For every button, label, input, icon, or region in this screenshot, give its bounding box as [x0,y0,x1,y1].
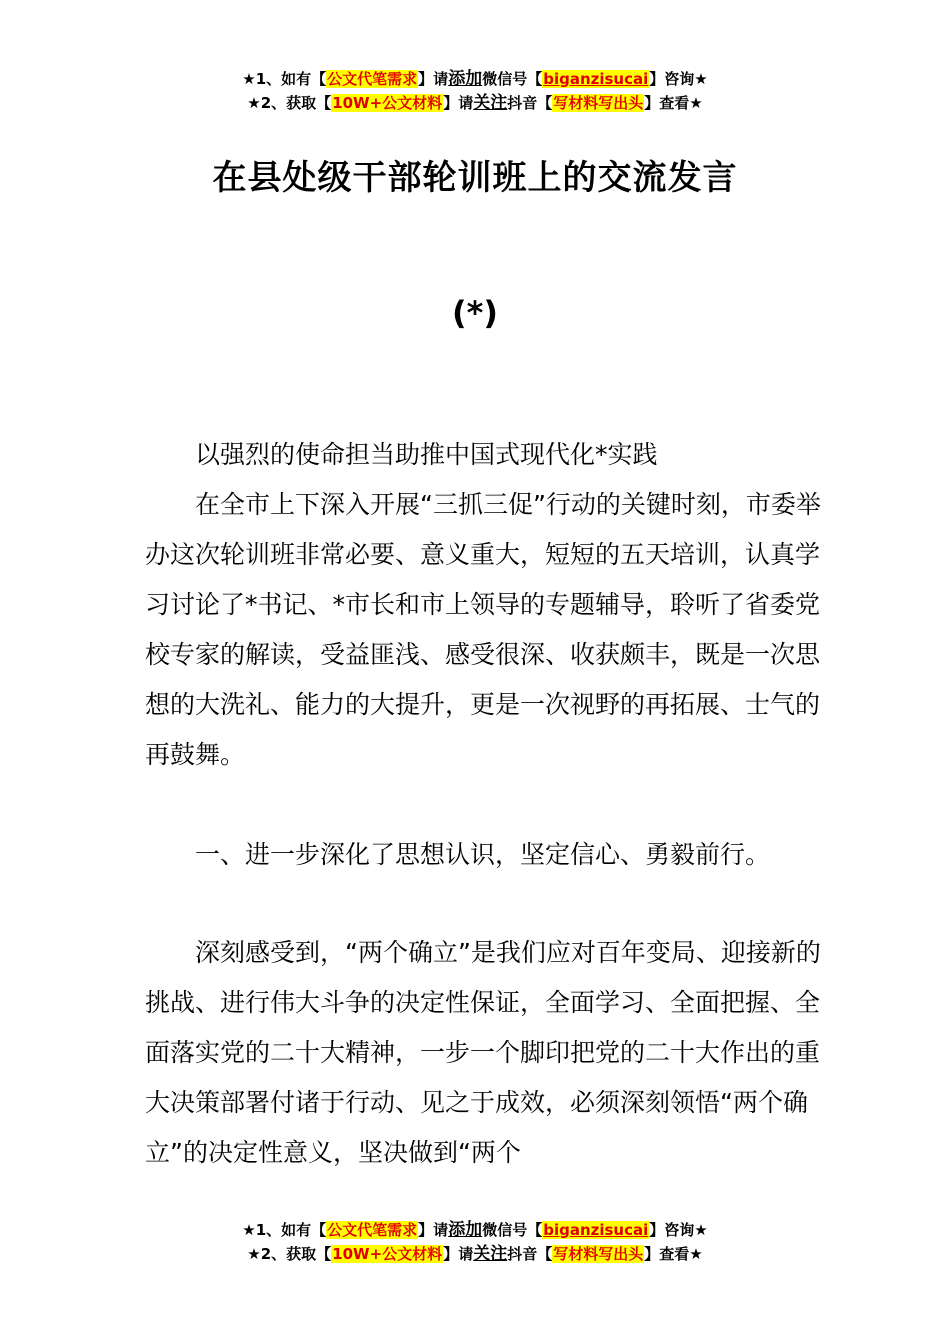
document-subtitle: (*) [452,294,498,332]
banner-text: 】查看★ [644,1245,703,1263]
banner-text: 】请 [418,70,449,88]
paragraph-heading: 以强烈的使命担当助推中国式现代化*实践 [195,440,658,469]
banner-line-2 [0,1242,950,1266]
banner-emphasis: 添加 [448,69,483,89]
banner-text: ★2、获取【 [247,94,332,112]
paragraph-body: 深刻感受到，“两个确立”是我们应对百年变局、迎接新的挑战、进行伟大斗争的决定性保证，全面学习、全面把握、全面落实党的二十大精神，一步一个脚印把党的二十大作出的重大决策部署付诸于行动、见之于成效，必须深刻领悟“两个确立”的决定性意义，坚决做到“两个 [145,938,821,1167]
banner-line-2 [0,91,950,115]
banner-emphasis: 关注 [473,93,508,113]
banner-highlight: 公文代笔需求 [327,1221,418,1239]
banner-highlight: 10W+公文材料 [332,94,443,112]
banner-highlight: 公文代笔需求 [327,70,418,88]
banner-emphasis: 添加 [448,1220,483,1240]
banner-wechat-id: biganzisucai [543,70,649,88]
banner-wechat-id: biganzisucai [543,1221,649,1239]
banner-text: 微信号【 [482,70,543,88]
banner-emphasis: 关注 [473,1244,508,1264]
banner-text: 微信号【 [482,1221,543,1239]
banner-text: 】请 [443,94,474,112]
banner-highlight: 写材料写出头 [553,94,644,112]
banner-highlight: 写材料写出头 [553,1245,644,1263]
banner-text: 】请 [443,1245,474,1263]
banner-text: 抖音【 [507,94,553,112]
banner-text: ★1、如有【 [242,1221,327,1239]
section-heading-1: 一、进一步深化了思想认识，坚定信心、勇毅前行。 [195,840,771,869]
banner-text: 抖音【 [507,1245,553,1263]
document-title: 在县处级干部轮训班上的交流发言 [212,158,738,198]
banner-text: ★2、获取【 [247,1245,332,1263]
header-banner [0,67,950,115]
footer-banner [0,1218,950,1266]
banner-text: ★1、如有【 [242,70,327,88]
banner-text: 】请 [418,1221,449,1239]
banner-text: 】咨询★ [649,1221,708,1239]
banner-text: 】咨询★ [649,70,708,88]
banner-text: 】查看★ [644,94,703,112]
banner-highlight: 10W+公文材料 [332,1245,443,1263]
banner-line-1 [0,67,950,91]
paragraph-intro: 在全市上下深入开展“三抓三促”行动的关键时刻，市委举办这次轮训班非常必要、意义重大，短短的五天培训，认真学习讨论了*书记、*市长和市上领导的专题辅导，聆听了省委党校专家的解读，受益匪浅、感受很深、收获颇丰，既是一次思想的大洗礼、能力的大提升，更是一次视野的再拓展、士气的再鼓舞。 [145,490,821,769]
banner-line-1 [0,1218,950,1242]
